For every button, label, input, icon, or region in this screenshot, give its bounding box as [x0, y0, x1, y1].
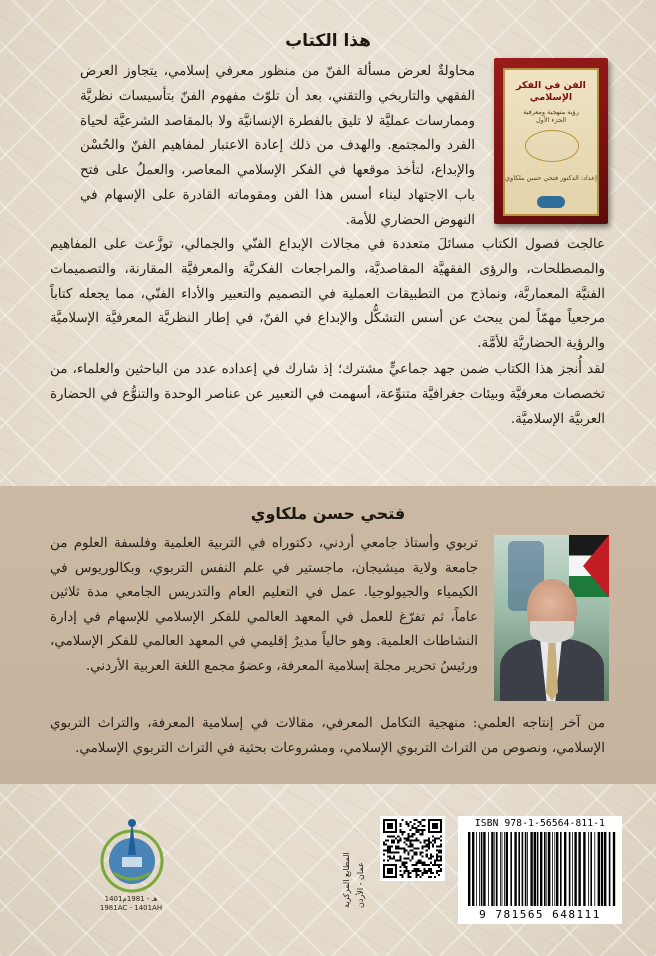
about-paragraph-3: لقد أُنجز هذا الكتاب ضمن جهد جماعيٍّ مشترك؛ إذ شارك في إعداده عدد من الباحثين والعلماء، من تخصصات معرفيَّة وبيئات جغرافيَّة متنوِّعة، أسهمت في التعبير عن عناصر الوحدة والتنوُّع في الحضارة العربيَّة الإسلاميَّة.: [50, 362, 605, 427]
qr-code: [380, 816, 445, 881]
book-cover-ornament: [525, 130, 579, 162]
book-cover-title: الفن في الفكر الإسلامي: [516, 80, 586, 103]
book-cover-author: إعداد: الدكتور فتحي حسن ملكاوي: [505, 174, 597, 182]
book-cover-thumbnail: [494, 58, 608, 224]
author-works: من آخر إنتاجه العلمي: منهجية التكامل المعرفي، مقالات في إسلامية المعرفة، والتراث التربوي الإسلامي، ونصوص من التراث التربوي الإسلامي، ومشروعات بحثية في التراث التربوي الإسلامي.: [50, 716, 605, 756]
author-name: فتحي حسن ملكاوي: [250, 504, 406, 523]
barcode-digits: 9 781565 648111: [479, 908, 601, 921]
about-paragraph-2: عالجت فصول الكتاب مسائلَ متعددة في مجالات الإبداع الفنّي والجمالي، توزَّعت على المفاهيم والمصطلحات، والرؤى الفقهيَّة المقاصديَّة، والمراجعات الفكريَّة والمعرفيَّة المقارنة، والتصميمات الفنيَّة المعماريَّة، ونماذج من التطبيقات العملية في التصميم والتعبير والأداء الفنّي، مما يجعله كتاباً مرجعياً مهمّاً لمن يبحث عن أسس التشكُّل والإبداع في الفنّ، في إطار النظريَّة المعرفيَّة الإسلاميَّة والرؤية الحضاريَّة للأمَّة.: [50, 237, 605, 352]
book-cover-panel: [503, 68, 599, 216]
emblem-date: 1401هـ - 1981م 1981AC - 1401AH: [99, 895, 163, 912]
barcode-icon: [466, 832, 616, 906]
institute-emblem-icon: [92, 815, 172, 895]
qr-code-icon: [383, 819, 442, 878]
printer-label: المطابع المركزية عمان - الأردن: [342, 852, 365, 908]
isbn-barcode-box: [458, 816, 622, 924]
author-beard: [530, 621, 574, 643]
author-bio: تربوي وأستاذ جامعي أردني، دكتوراه في التربية العلمية وفلسفة العلوم من جامعة ولاية ميشيجان، ماجستير في علم النفس التربوي، وبكالوريوس في الكيمياء والجيولوجيا. عمل في التعليم العام والتدريس الجامعي مدة ثلاثين عاماً، ثم تفرّغ للعمل في المعهد العالمي للفكر الإسلامي للإسهام في إدارة النشاطات العلمية. وهو حالياً مديرٌ إقليمي في المعهد العالمي للفكر الإسلامي، ورئيسُ تحرير مجلة إسلامية المعرفة، وعضوُ مجمع اللغة العربية الأردني.: [50, 536, 478, 674]
author-photo: [494, 535, 609, 701]
flag-triangle: [583, 535, 609, 597]
about-paragraph-1: محاولةٌ لعرض مسألة الفنّ من منظور معرفي إسلامي، يتجاوز العرض الفقهي والتاريخي والتقني، بعد أن تلوّث مفهوم الفنّ بتأسيسات نظريَّة وممارسات عمليَّة لا تليق بالفطرة الإنسانيَّة ولا بالمقاصد الشرعيَّة لحياة الفرد والمجتمع. والهدف من ذلك إعادة الاعتبار لمفاهيم الفنّ والحُسْن والإبداع، لتأخذ موقعها في الفكر الإسلامي المعاصر، والعملُ على فتح باب الاجتهاد لبناء أسس هذا الفن ومقوماته القادرة على الإسهام في النهوض الحضاري للأمة.: [80, 64, 475, 228]
about-book-heading: هذا الكتاب: [285, 31, 371, 51]
book-cover-subtitle: رؤية منهجية ومعرفية الجزء الأول: [523, 108, 579, 124]
book-cover-publisher-logo: [537, 196, 565, 208]
isbn-label: ISBN 978-1-56564-811-1: [474, 818, 606, 829]
